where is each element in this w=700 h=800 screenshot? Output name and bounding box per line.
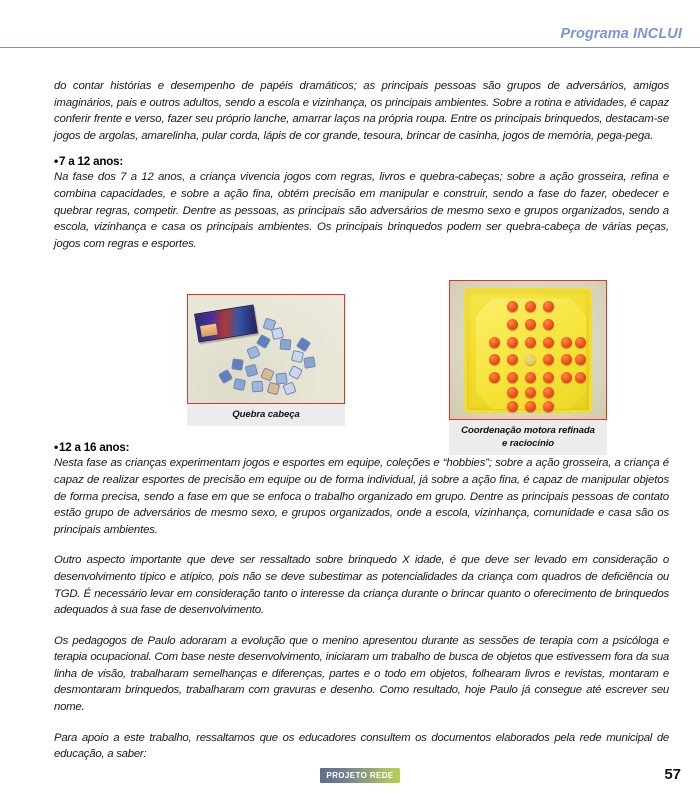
- puzzle-box-icon: [194, 305, 258, 343]
- puzzle-piece: [260, 368, 274, 382]
- section-heading-7-12-label: 7 a 12 anos:: [59, 155, 123, 169]
- puzzle-piece: [218, 369, 233, 384]
- section-heading-12-16-label: 12 a 16 anos:: [59, 441, 130, 455]
- spacer: [54, 716, 669, 730]
- puzzle-photo-art: [188, 295, 344, 403]
- pegboard-photo-art: [450, 281, 606, 419]
- paragraph-outro-1: Outro aspecto importante que deve ser ressaltado sobre brinquedo X idade, é que deve ser levado em consideração o desenvolvimento típico e atípico, pois não se deve subestimar as potencialidades da criança com quadros de deficiência ou TGD. É necessário levar em consideração tanto o interesse da criança durante o brincar quanto o oferecimento de brinquedos adequados à sua fase de desenvolvimento.: [54, 554, 669, 617]
- puzzle-piece: [280, 339, 292, 351]
- figure-caption-line2: e raciocínio: [501, 438, 555, 450]
- projeto-rede-logo: [320, 768, 400, 783]
- figure-caption-coordenacao-motora: [449, 420, 607, 455]
- paragraph-intro: do contar histórias e desempenho de papéis dramáticos; as principais pessoas são grupos de adversários, amigos imaginários, pais e outros adultos, sendo a escola e vizinhança, os principais ambientes. Sobre a rotina e atividades, é capaz conferir frente e verso, fazer seu próprio lanche, amarrar laços na própria roupa. Entre os principais brinquedos, destacam-se jogos de argolas, amarelinha, pular corda, lápis de cor grande, tesoura, brincar de casinha, jogos de memória, pega-pega.: [54, 80, 669, 142]
- bullet-icon: •: [54, 440, 59, 455]
- puzzle-piece: [288, 365, 303, 380]
- puzzle-piece: [291, 350, 304, 363]
- puzzle-piece: [246, 346, 260, 360]
- spacer: [54, 619, 669, 633]
- puzzle-piece: [233, 378, 246, 391]
- puzzle-piece: [231, 359, 243, 371]
- puzzle-piece: [252, 381, 264, 393]
- section-heading-7-12: [54, 154, 669, 169]
- header-title: Programa INCLUI: [560, 26, 682, 42]
- paragraph-outro-2: Os pedagogos de Paulo adoraram a evolução que o menino apresentou durante as sessões de terapia com a psicóloga e terapia ocupacional. Com base neste desenvolvimento, iniciaram um trabalho de busca de objetos que estivessem fora da sua linha de visão, trabalharam semelhanças e diferenças, partes e o todo em objetos, folhearam livros e revistas, montaram e desmontaram brinquedos, trabalharam com gravuras e desenho. Como resultado, hoje Paulo já consegue até escrever seu nome.: [54, 634, 669, 714]
- puzzle-piece: [282, 382, 296, 396]
- page-number: 57: [664, 766, 681, 783]
- peg: [543, 401, 554, 412]
- paragraph-7-12: Na fase dos 7 a 12 anos, a criança vivencia jogos com regras, livros e quebra-cabeças; sobre a ação grosseira, refina e combina capacidades, e sobre a ação fina, obtém precisão em manipular e construir, sendo a fase do fazer, obedecer e quebrar regras, competir. Dentre as pessoas, as principais são adversários de mesmo sexo e grupos organizados, sendo a escola, vizinhança e casa os principais ambientes. Os principais brinquedos podem ser quebra-cabeça de várias peças, jogos com regras e esportes.: [54, 171, 669, 250]
- paragraph-outro-3: Para apoio a este trabalho, ressaltamos que os educadores consultem os documentos elaborados pela rede municipal de educação, a saber:: [54, 731, 669, 761]
- figure-coordenacao-motora: [449, 280, 607, 455]
- puzzle-photo: [187, 294, 345, 404]
- projeto-rede-logo-text: PROJETO REDE: [326, 770, 394, 780]
- puzzle-piece: [256, 334, 271, 349]
- page-footer: [0, 760, 700, 800]
- pegboard-photo: [449, 280, 607, 420]
- spacer: [54, 538, 669, 552]
- puzzle-piece: [303, 356, 316, 369]
- document-content: [54, 78, 669, 763]
- puzzle-piece: [267, 382, 281, 396]
- figure-caption-quebra-cabeca: Quebra cabeça: [187, 404, 345, 426]
- puzzle-piece: [245, 364, 259, 378]
- bullet-icon: •: [54, 154, 59, 169]
- pegboard-frame: [464, 288, 592, 413]
- figure-caption-line1: Coordenação motora refinada: [461, 425, 595, 437]
- peg: [525, 401, 536, 412]
- paragraph-12-16: Nesta fase as crianças experimentam jogos e esportes em equipe, coleções e “hobbies”; sobre a ação grosseira, a criança é capaz de realizar esportes de precisão em equipe ou de forma individual, já sobre a ação fina, é capaz de manipular objetos de forma precisa, sendo a fase em que se enfoca o trabalho organizado em grupo. Dentre as principais pessoas de contato estão grupo de adversários de mesmo sexo, e grupos organizados, onde a escola, vizinhança, comunidade e casa são os principais ambientes.: [54, 457, 669, 536]
- spacer: [54, 144, 669, 154]
- figure-quebra-cabeca: [187, 294, 345, 426]
- peg: [507, 401, 518, 412]
- header-divider: [0, 47, 700, 48]
- page-header: [0, 0, 700, 48]
